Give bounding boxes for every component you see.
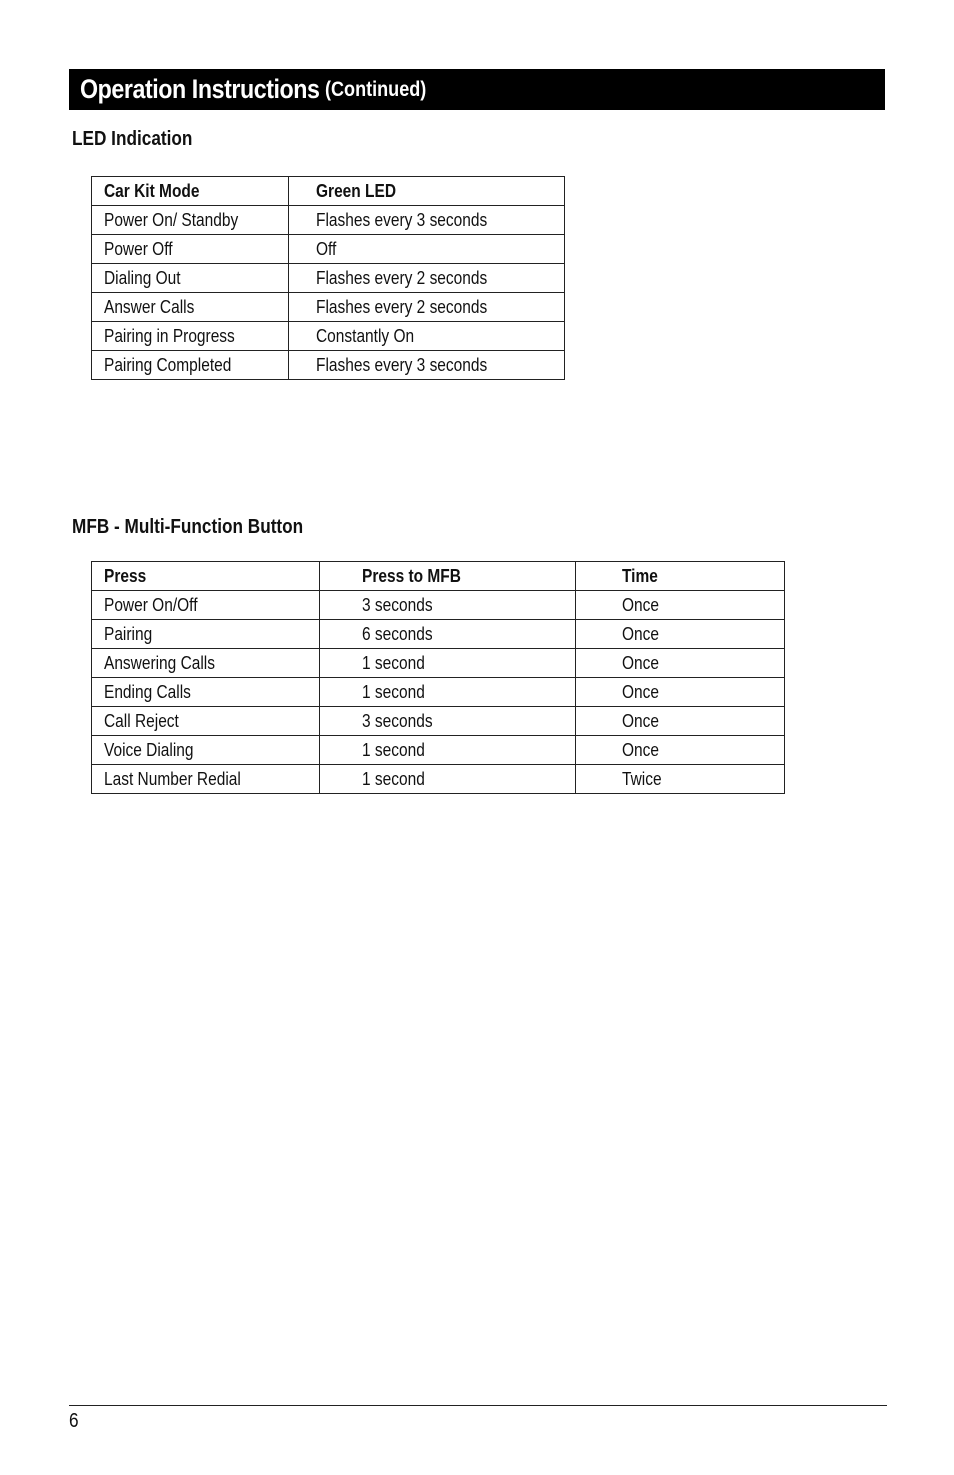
times-cell: Once	[576, 707, 785, 736]
table-header-row	[92, 562, 785, 591]
table-row	[92, 678, 785, 707]
mode-cell: Power On/ Standby	[92, 206, 289, 235]
duration-cell: 1 second	[320, 678, 576, 707]
duration-cell: 3 seconds	[320, 707, 576, 736]
page-number: 6	[69, 1410, 79, 1432]
mfb-heading: MFB - Multi-Function Button	[72, 516, 304, 538]
mode-cell: Answer Calls	[92, 293, 289, 322]
table-row	[92, 591, 785, 620]
table-row	[92, 264, 565, 293]
table-row	[92, 707, 785, 736]
mode-cell: Power Off	[92, 235, 289, 264]
duration-cell: 1 second	[320, 649, 576, 678]
table-row	[92, 620, 785, 649]
table-row	[92, 206, 565, 235]
duration-cell: 1 second	[320, 765, 576, 794]
header-bar	[69, 69, 885, 110]
led-cell: Flashes every 2 seconds	[289, 264, 565, 293]
table-row	[92, 765, 785, 794]
duration-cell: 3 seconds	[320, 591, 576, 620]
column-header: Car Kit Mode	[92, 177, 289, 206]
duration-cell: 6 seconds	[320, 620, 576, 649]
press-cell: Call Reject	[92, 707, 320, 736]
led-cell: Flashes every 2 seconds	[289, 293, 565, 322]
mfb-table	[91, 561, 785, 794]
times-cell: Once	[576, 736, 785, 765]
table-row	[92, 351, 565, 380]
mode-cell: Dialing Out	[92, 264, 289, 293]
table-row	[92, 649, 785, 678]
table-row	[92, 235, 565, 264]
led-indication-table	[91, 176, 565, 380]
table-row	[92, 293, 565, 322]
led-cell: Flashes every 3 seconds	[289, 206, 565, 235]
press-cell: Pairing	[92, 620, 320, 649]
press-cell: Voice Dialing	[92, 736, 320, 765]
press-cell: Power On/Off	[92, 591, 320, 620]
page-title: Operation Instructions	[80, 74, 320, 104]
mode-cell: Pairing in Progress	[92, 322, 289, 351]
footer-divider	[69, 1405, 887, 1406]
led-cell: Off	[289, 235, 565, 264]
times-cell: Once	[576, 591, 785, 620]
mode-cell: Pairing Completed	[92, 351, 289, 380]
column-header: Press	[92, 562, 320, 591]
duration-cell: 1 second	[320, 736, 576, 765]
times-cell: Once	[576, 678, 785, 707]
press-cell: Answering Calls	[92, 649, 320, 678]
table-row	[92, 322, 565, 351]
table-header-row	[92, 177, 565, 206]
press-cell: Last Number Redial	[92, 765, 320, 794]
column-header: Green LED	[289, 177, 565, 206]
times-cell: Once	[576, 649, 785, 678]
press-cell: Ending Calls	[92, 678, 320, 707]
times-cell: Twice	[576, 765, 785, 794]
column-header: Press to MFB	[320, 562, 576, 591]
led-cell: Flashes every 3 seconds	[289, 351, 565, 380]
table-row	[92, 736, 785, 765]
led-cell: Constantly On	[289, 322, 565, 351]
column-header: Time	[576, 562, 785, 591]
times-cell: Once	[576, 620, 785, 649]
led-indication-heading: LED Indication	[72, 128, 193, 150]
page-title-continued: (Continued)	[324, 77, 426, 101]
